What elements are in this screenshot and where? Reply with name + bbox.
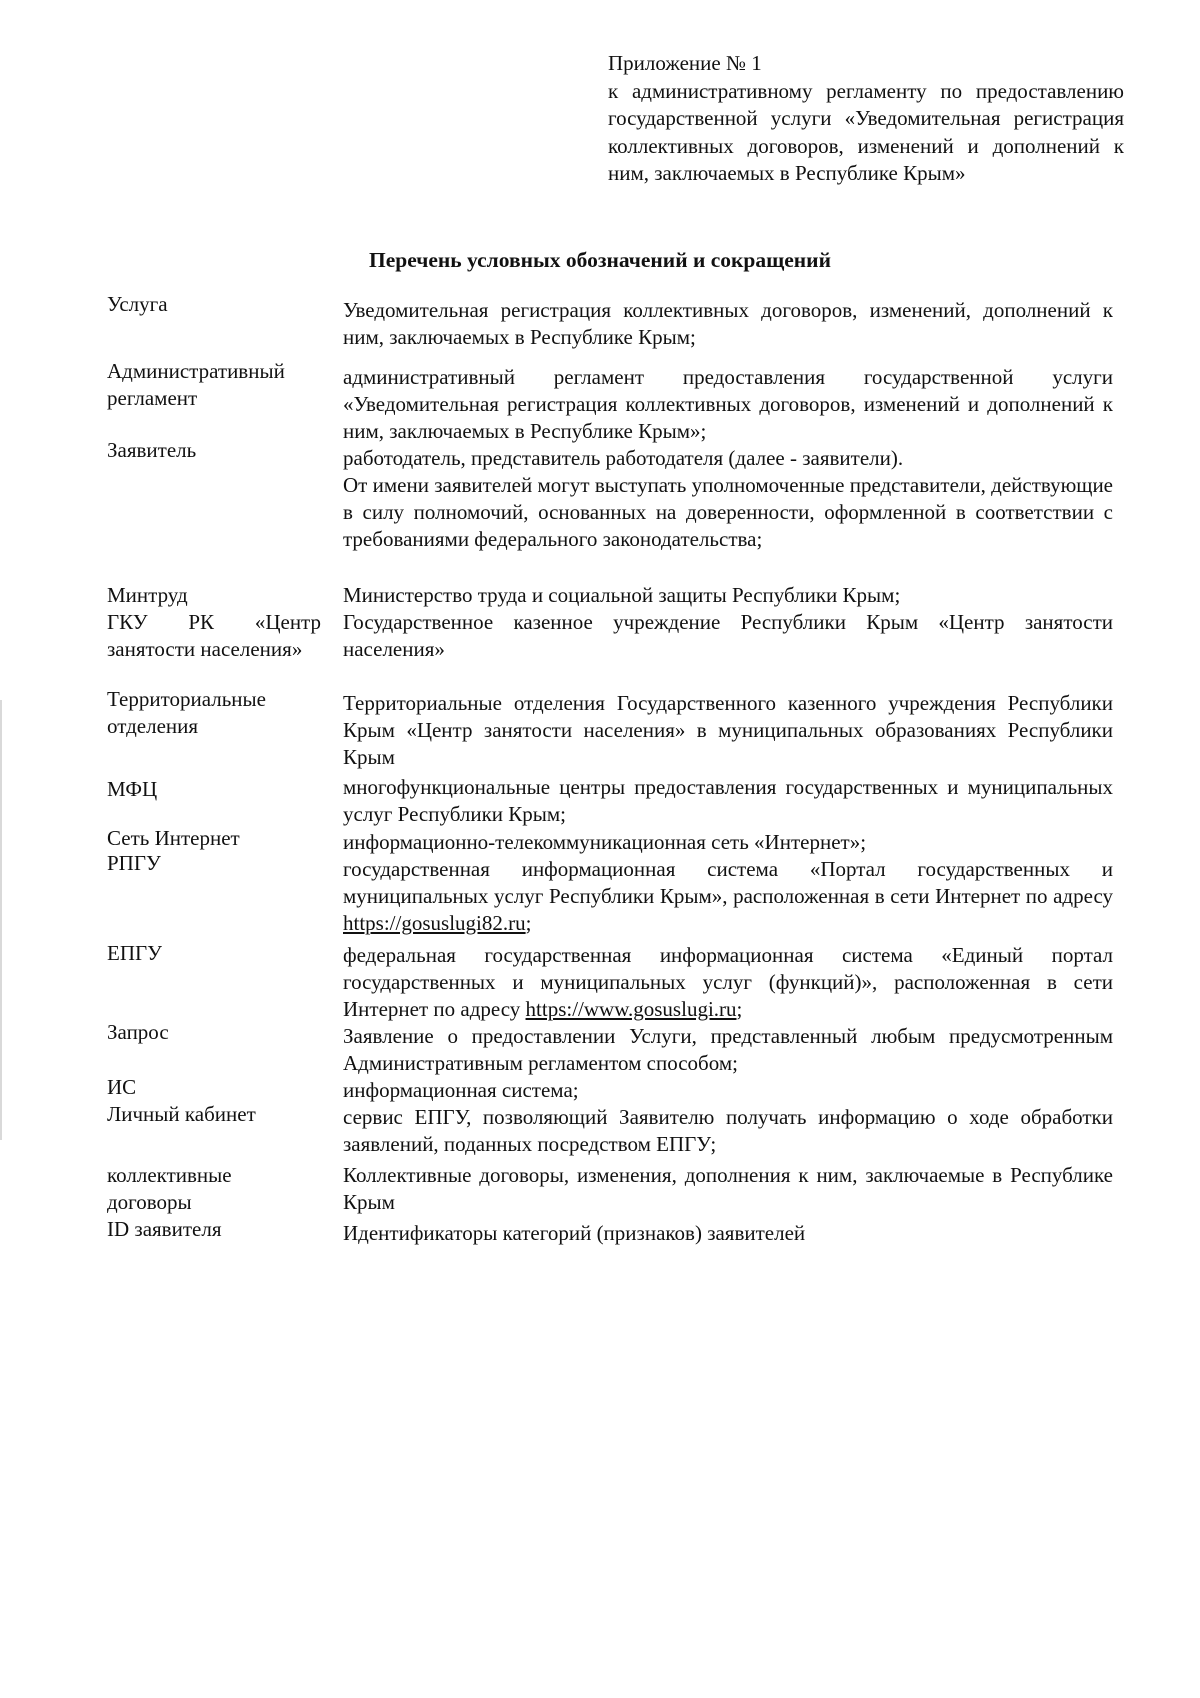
- term-cell: Административный регламент: [107, 359, 285, 410]
- definition-cell: информационно-телекоммуникационная сеть «Интернет»;: [343, 830, 867, 854]
- definition-cell: многофункциональные центры предоставления государственных и муниципальных услуг Республики Крым;: [343, 775, 1113, 826]
- definition-cell: [343, 445, 1113, 553]
- term-cell: Личный кабинет: [107, 1102, 256, 1126]
- epgu-link[interactable]: https://www.gosuslugi.ru: [525, 997, 737, 1021]
- definition-cell: Коллективные договоры, изменения, дополнения к ним, заключаемые в Республике Крым: [343, 1163, 1113, 1214]
- table-row: [107, 609, 1113, 690]
- table-row: [107, 1217, 1113, 1247]
- definition-tail: ;: [736, 997, 743, 1021]
- definition-cell: Государственное казенное учреждение Республики Крым «Центр занятости населения»: [343, 610, 1113, 661]
- definition-cell: административный регламент предоставления государственной услуги «Уведомительная регистрация коллективных договоров, изменений и дополнений к ним, заключаемых в Республике Крым»;: [343, 365, 1113, 443]
- definition-cell: Заявление о предоставлении Услуги, представленный любым предусмотренным Административным регламентом способом;: [343, 1024, 1113, 1075]
- term-cell: коллективные договоры: [107, 1163, 232, 1214]
- definition-text: государственная информационная система «Портал государственных и муниципальных услуг Республики Крым», расположенная в сети Интернет по адресу: [343, 857, 1113, 908]
- term-cell: ЕПГУ: [107, 941, 163, 965]
- definition-text: От имени заявителей могут выступать уполномоченные представители, действующие в силу полномочий, основанных на доверенности, оформленной в соответствии с требованиями федерального законодательства;: [343, 473, 1113, 551]
- definition-cell: Территориальные отделения Государственного казенного учреждения Республики Крым «Центр занятости населения» в муниципальных образованиях Республики Крым: [343, 691, 1113, 769]
- scan-edge-line: [0, 700, 2, 1140]
- term-cell: ГКУ РК «Центр занятости населения»: [107, 610, 321, 661]
- appendix-text: к административному регламенту по предоставлению государственной услуги «Уведомительная регистрация коллективных договоров, изменений и дополнений к ним, заключаемых в Республике Крым»: [608, 78, 1124, 185]
- definition-cell: Министерство труда и социальной защиты Республики Крым;: [343, 583, 901, 607]
- definition-text: федеральная государственная информационная система «Единый портал государственных и муниципальных услуг (функций)», расположенная в сети Интернет по адресу: [343, 943, 1113, 1021]
- table-row: [107, 1020, 1113, 1077]
- definition-cell: сервис ЕПГУ, позволяющий Заявителю получать информацию о ходе обработки заявлений, поданных посредством ЕПГУ;: [343, 1105, 1113, 1156]
- appendix-header: [608, 50, 1124, 188]
- table-row: [107, 582, 1113, 609]
- term-cell: ID заявителя: [107, 1217, 222, 1241]
- term-cell: Сеть Интернет: [107, 826, 240, 850]
- definition-cell: Уведомительная регистрация коллективных договоров, изменений, дополнений к ним, заключаемых в Республике Крым;: [343, 298, 1113, 349]
- term-cell: Заявитель: [107, 438, 197, 462]
- table-row: [107, 292, 1113, 364]
- definition-cell: [343, 856, 1113, 937]
- table-row: [107, 359, 1113, 445]
- term-cell: Запрос: [107, 1020, 169, 1044]
- table-row: [107, 942, 1113, 1023]
- table-row: [107, 1077, 1113, 1104]
- rpgu-link[interactable]: https://gosuslugi82.ru: [343, 911, 526, 935]
- appendix-number: Приложение № 1: [608, 51, 762, 75]
- definition-text: работодатель, представитель работодателя (далее - заявители).: [343, 446, 904, 470]
- table-row: [107, 438, 1113, 582]
- definition-tail: ;: [525, 911, 532, 935]
- term-cell: ИС: [107, 1075, 137, 1099]
- table-row: [107, 1162, 1113, 1220]
- term-cell: Минтруд: [107, 583, 188, 607]
- term-cell: Территориальные отделения: [107, 687, 266, 738]
- document-title: Перечень условных обозначений и сокращений: [369, 248, 831, 272]
- abbreviations-table: [107, 292, 1113, 1247]
- definition-cell: информационная система;: [343, 1078, 579, 1102]
- definition-cell: [343, 942, 1113, 1023]
- term-cell: Услуга: [107, 292, 168, 316]
- table-row: [107, 774, 1113, 829]
- term-cell: РПГУ: [107, 851, 161, 875]
- table-row: [107, 851, 1113, 942]
- term-cell: МФЦ: [107, 777, 158, 801]
- table-row: [107, 687, 1113, 774]
- definition-cell: Идентификаторы категорий (признаков) заявителей: [343, 1221, 806, 1245]
- table-row: [107, 1104, 1113, 1162]
